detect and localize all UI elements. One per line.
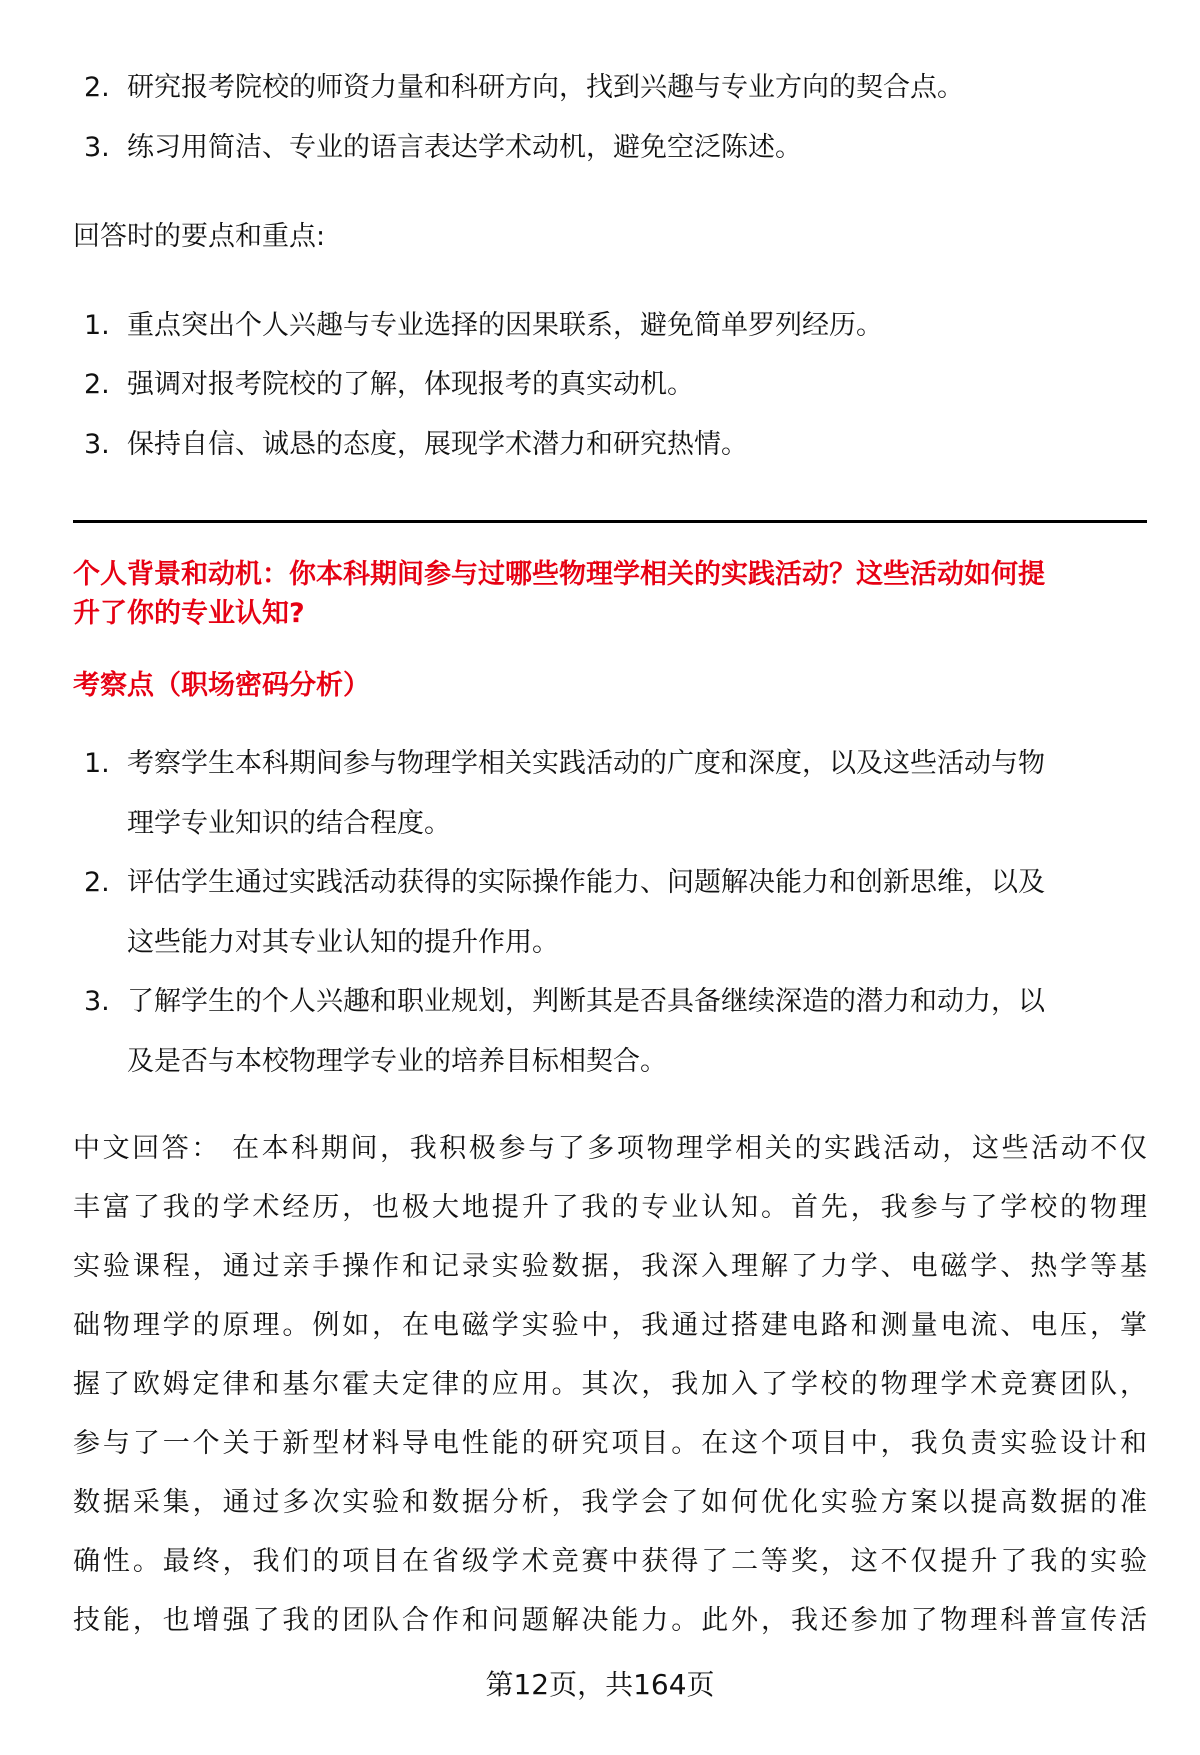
answer-line: 握了欧姆定律和基尔霍夫定律的应用。其次，我加入了学校的物理学术竞赛团队， — [73, 1369, 1147, 1400]
answer-line: 参与了一个关于新型材料导电性能的研究项目。在这个项目中，我负责实验设计和 — [73, 1428, 1147, 1459]
answer-line: 数据采集，通过多次实验和数据分析，我学会了如何优化实验方案以提高数据的准 — [73, 1487, 1147, 1518]
divider — [73, 520, 1147, 523]
list-text: 评估学生通过实践活动获得的实际操作能力、问题解决能力和创新思维，以及 — [127, 867, 1045, 898]
list-text: 强调对报考院校的了解，体现报考的真实动机。 — [127, 369, 694, 400]
key-points-heading: 回答时的要点和重点: — [73, 221, 326, 252]
list-number: 3. — [84, 986, 110, 1017]
answer-line: 技能，也增强了我的团队合作和问题解决能力。此外，我还参加了物理科普宣传活 — [73, 1605, 1147, 1636]
answer-line: 实验课程，通过亲手操作和记录实验数据，我深入理解了力学、电磁学、热学等基 — [73, 1251, 1147, 1282]
list-text: 及是否与本校物理学专业的培养目标相契合。 — [127, 1046, 667, 1077]
list-text: 理学专业知识的结合程度。 — [127, 808, 451, 839]
answer-line: 确性。最终，我们的项目在省级学术竞赛中获得了二等奖，这不仅提升了我的实验 — [73, 1546, 1147, 1577]
list-text: 重点突出个人兴趣与专业选择的因果联系，避免简单罗列经历。 — [127, 310, 883, 341]
list-text: 研究报考院校的师资力量和科研方向，找到兴趣与专业方向的契合点。 — [127, 72, 964, 103]
list-number: 1. — [84, 748, 110, 779]
list-number: 1. — [84, 310, 110, 341]
answer-line: 础物理学的原理。例如，在电磁学实验中，我通过搭建电路和测量电流、电压，掌 — [73, 1310, 1147, 1341]
answer-line: 中文回答： 在本科期间，我积极参与了多项物理学相关的实践活动，这些活动不仅 — [73, 1133, 1147, 1164]
question-line: 升了你的专业认知? — [73, 598, 305, 629]
list-text: 了解学生的个人兴趣和职业规划，判断其是否具备继续深造的潜力和动力，以 — [127, 986, 1045, 1017]
list-number: 3. — [84, 132, 110, 163]
list-number: 2. — [84, 369, 110, 400]
list-number: 2. — [84, 867, 110, 898]
answer-line: 丰富了我的学术经历，也极大地提升了我的专业认知。首先，我参与了学校的物理 — [73, 1192, 1147, 1223]
list-text: 练习用简洁、专业的语言表达学术动机，避免空泛陈述。 — [127, 132, 802, 163]
list-number: 3. — [84, 429, 110, 460]
list-number: 2. — [84, 72, 110, 103]
page-number: 第12页，共164页 — [485, 1668, 715, 1701]
exam-heading: 考察点（职场密码分析） — [73, 670, 370, 701]
list-text: 这些能力对其专业认知的提升作用。 — [127, 927, 559, 958]
list-text: 考察学生本科期间参与物理学相关实践活动的广度和深度，以及这些活动与物 — [127, 748, 1045, 779]
list-text: 保持自信、诚恳的态度，展现学术潜力和研究热情。 — [127, 429, 748, 460]
question-line: 个人背景和动机：你本科期间参与过哪些物理学相关的实践活动？这些活动如何提 — [73, 559, 1045, 590]
